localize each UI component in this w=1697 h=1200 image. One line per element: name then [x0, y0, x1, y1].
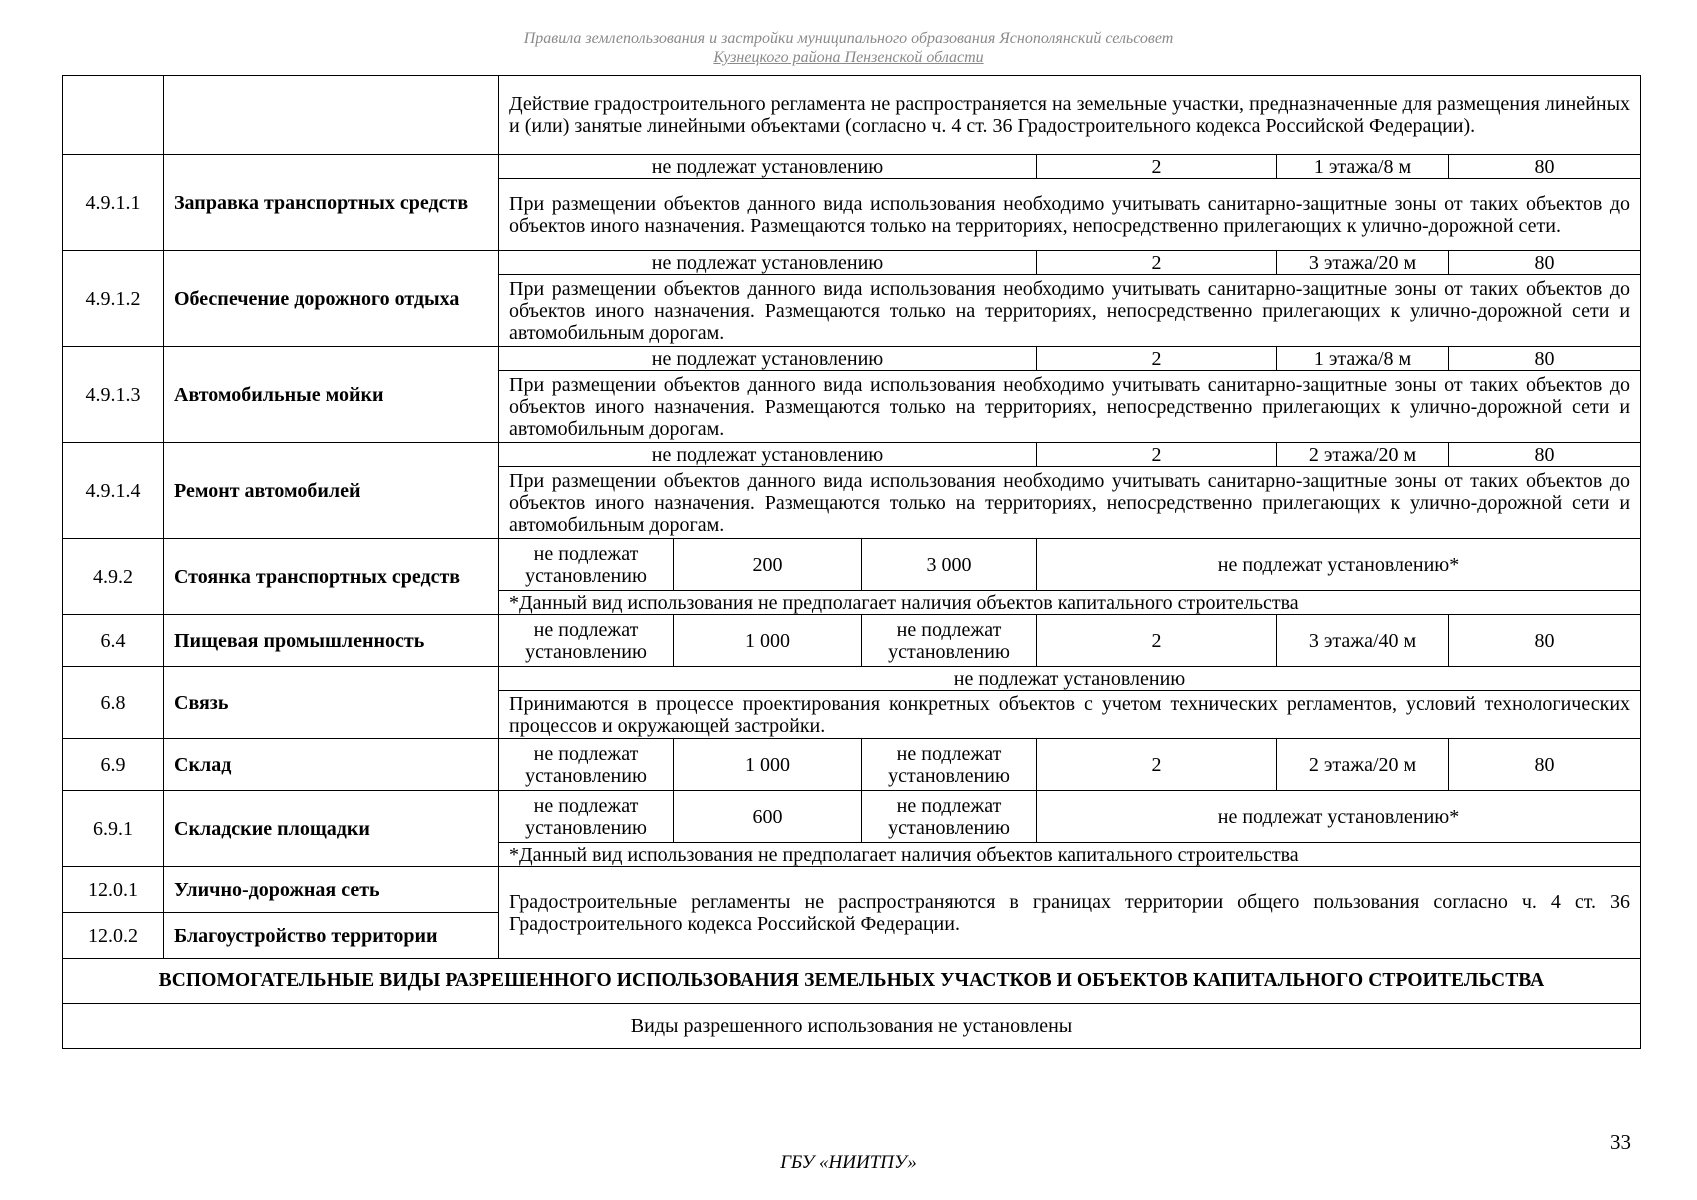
not-set-cell: не подлежат установлению	[499, 791, 674, 843]
not-set-cell: не подлежат установлению	[499, 155, 1037, 179]
not-set-star-cell: не подлежат установлению*	[1037, 791, 1641, 843]
tech-regulations-note: Принимаются в процессе проектирования конкретных объектов с учетом технических регламентов, условий технологических процессов и окружающей застройки.	[499, 691, 1641, 739]
table-row	[63, 739, 1641, 791]
setback-cell: 2	[1037, 155, 1277, 179]
row-name: Связь	[164, 667, 499, 739]
setback-cell: 2	[1037, 443, 1277, 467]
not-set-cell: не подлежат установлению	[862, 791, 1037, 843]
floors-cell: 3 этажа/40 м	[1277, 615, 1449, 667]
sanitary-note: При размещении объектов данного вида использования необходимо учитывать санитарно-защитные зоны от таких объектов до объектов иного назначения. Размещаются только на территориях, непосредственно прилегающих к улично-дорожной сети и автомобильным дорогам.	[499, 371, 1641, 443]
no-capital-note: *Данный вид использования не предполагает наличия объектов капитального строительства	[499, 591, 1641, 615]
table-row	[63, 867, 1641, 913]
sanitary-note: При размещении объектов данного вида использования необходимо учитывать санитарно-защитные зоны от таких объектов до объектов иного назначения. Размещаются только на территориях, непосредственно прилегающих к улично-дорожной сети.	[499, 179, 1641, 251]
setback-cell: 2	[1037, 251, 1277, 275]
header-line-1: Правила землепользования и застройки муниципального образования Яснополянский сельсовет	[523, 30, 1174, 47]
row-code: 4.9.1.2	[63, 251, 164, 347]
not-set-cell: не подлежат установлению	[499, 615, 674, 667]
table-row	[63, 251, 1641, 275]
coverage-cell: 80	[1449, 443, 1641, 467]
not-set-cell: не подлежат установлению	[499, 443, 1037, 467]
auxiliary-uses-text: Виды разрешенного использования не установлены	[63, 1004, 1641, 1049]
page-number: 33	[1610, 1130, 1631, 1154]
table-row	[63, 443, 1641, 467]
regulations-table	[62, 75, 1641, 1049]
min-area-cell: 1 000	[674, 615, 862, 667]
coverage-cell: 80	[1449, 251, 1641, 275]
table-row	[63, 791, 1641, 843]
not-set-cell: не подлежат установлению	[499, 251, 1037, 275]
not-set-star-cell: не подлежат установлению*	[1037, 539, 1641, 591]
auxiliary-uses-heading: ВСПОМОГАТЕЛЬНЫЕ ВИДЫ РАЗРЕШЕННОГО ИСПОЛЬЗОВАНИЯ ЗЕМЕЛЬНЫХ УЧАСТКОВ И ОБЪЕКТОВ КАПИТАЛЬНОГО СТРОИТЕЛЬСТВА	[63, 959, 1641, 1004]
table-row	[63, 615, 1641, 667]
not-set-cell: не подлежат установлению	[862, 739, 1037, 791]
row-name: Складские площадки	[164, 791, 499, 867]
table-row	[63, 667, 1641, 691]
not-set-cell: не подлежат установлению	[499, 667, 1641, 691]
setback-cell: 2	[1037, 347, 1277, 371]
row-code: 4.9.1.3	[63, 347, 164, 443]
row-name: Заправка транспортных средств	[164, 155, 499, 251]
not-set-cell: не подлежат установлению	[499, 739, 674, 791]
max-area-cell: 3 000	[862, 539, 1037, 591]
header-line-2: Кузнецкого района Пензенской области	[713, 49, 984, 66]
row-name: Стоянка транспортных средств	[164, 539, 499, 615]
row-code: 4.9.2	[63, 539, 164, 615]
row-name: Склад	[164, 739, 499, 791]
table-row	[63, 76, 1641, 155]
floors-cell: 2 этажа/20 м	[1277, 443, 1449, 467]
row-code: 4.9.1.4	[63, 443, 164, 539]
coverage-cell: 80	[1449, 347, 1641, 371]
not-set-cell: не подлежат установлению	[499, 347, 1037, 371]
row-code: 6.9	[63, 739, 164, 791]
coverage-cell: 80	[1449, 739, 1641, 791]
sanitary-note: При размещении объектов данного вида использования необходимо учитывать санитарно-защитные зоны от таких объектов до объектов иного назначения. Размещаются только на территориях, непосредственно прилегающих к улично-дорожной сети и автомобильным дорогам.	[499, 467, 1641, 539]
setback-cell: 2	[1037, 739, 1277, 791]
min-area-cell: 1 000	[674, 739, 862, 791]
not-set-cell: не подлежат установлению	[862, 615, 1037, 667]
table-row	[63, 155, 1641, 179]
setback-cell: 2	[1037, 615, 1277, 667]
sanitary-note: При размещении объектов данного вида использования необходимо учитывать санитарно-защитные зоны от таких объектов до объектов иного назначения. Размещаются только на территориях, непосредственно прилегающих к улично-дорожной сети и автомобильным дорогам.	[499, 275, 1641, 347]
floors-cell: 3 этажа/20 м	[1277, 251, 1449, 275]
floors-cell: 2 этажа/20 м	[1277, 739, 1449, 791]
min-area-cell: 200	[674, 539, 862, 591]
floors-cell: 1 этажа/8 м	[1277, 347, 1449, 371]
page-footer: ГБУ «НИИТПУ»	[780, 1152, 917, 1173]
row-name: Улично-дорожная сеть	[164, 867, 499, 913]
min-area-cell: 600	[674, 791, 862, 843]
coverage-cell: 80	[1449, 155, 1641, 179]
row-code: 6.8	[63, 667, 164, 739]
table-row	[63, 959, 1641, 1004]
row-name: Ремонт автомобилей	[164, 443, 499, 539]
row-code: 6.9.1	[63, 791, 164, 867]
coverage-cell: 80	[1449, 615, 1641, 667]
page-header	[0, 29, 1697, 67]
row-name: Пищевая промышленность	[164, 615, 499, 667]
row-code: 12.0.2	[63, 913, 164, 959]
row-code: 6.4	[63, 615, 164, 667]
row-name: Автомобильные мойки	[164, 347, 499, 443]
table-row	[63, 1004, 1641, 1049]
row-name: Благоустройство территории	[164, 913, 499, 959]
row-code: 12.0.1	[63, 867, 164, 913]
table-row	[63, 347, 1641, 371]
linear-objects-note: Действие градостроительного регламента не распространяется на земельные участки, предназначенные для размещения линейных и (или) занятые линейными объектами (согласно ч. 4 ст. 36 Градостроительного кодекса Российской Федерации).	[499, 76, 1641, 155]
public-territory-note: Градостроительные регламенты не распространяются в границах территории общего пользования согласно ч. 4 ст. 36 Градостроительного кодекса Российской Федерации.	[499, 867, 1641, 959]
floors-cell: 1 этажа/8 м	[1277, 155, 1449, 179]
not-set-cell: не подлежат установлению	[499, 539, 674, 591]
row-code: 4.9.1.1	[63, 155, 164, 251]
table-row	[63, 539, 1641, 591]
row-name: Обеспечение дорожного отдыха	[164, 251, 499, 347]
no-capital-note: *Данный вид использования не предполагает наличия объектов капитального строительства	[499, 843, 1641, 867]
